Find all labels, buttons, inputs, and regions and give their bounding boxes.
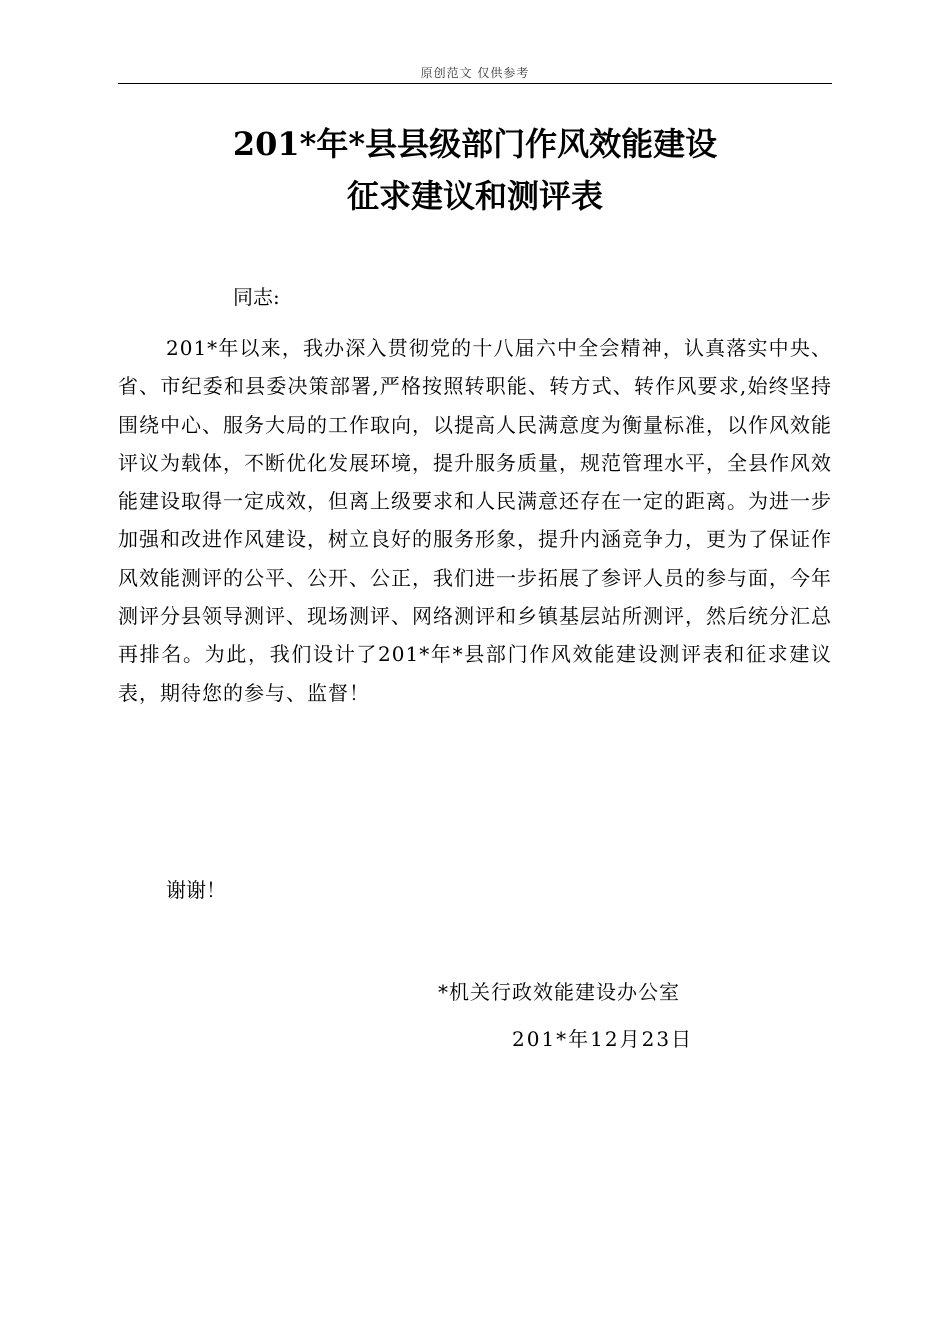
issuing-organization: *机关行政效能建设办公室 [438,980,680,1004]
header-divider [118,83,832,84]
body-paragraph: 201*年以来，我办深入贯彻党的十八届六中全会精神，认真落实中央、省、市纪委和县委决策部署,严格按照转职能、转方式、转作风要求,始终坚持围绕中心、服务大局的工作取向，以提高人民满意度为衡量标准，以作风效能评议为载体，不断优化发展环境，提升服务质量，规范管理水平，全县作风效能建设取得一定成效，但离上级要求和人民满意还存在一定的距离。为进一步加强和改进作风建设，树立良好的服务形象，提升内涵竞争力，更为了保证作风效能测评的公平、公开、公正，我们进一步拓展了参评人员的参与面，今年测评分县领导测评、现场测评、网络测评和乡镇基层站所测评，然后统分汇总再排名。为此，我们设计了201*年*县部门作风效能建设测评表和征求建议表，期待您的参与、监督！ [118,336,832,705]
document-title-line2: 征求建议和测评表 [346,177,603,215]
document-title-line1: 201*年*县县级部门作风效能建设 [232,125,718,163]
salutation: 同志: [233,285,280,309]
issue-date: 201*年12月23日 [512,1027,694,1051]
page-header-text: 原创范文 仅供参考 [420,66,530,80]
closing-thanks: 谢谢！ [166,878,226,902]
